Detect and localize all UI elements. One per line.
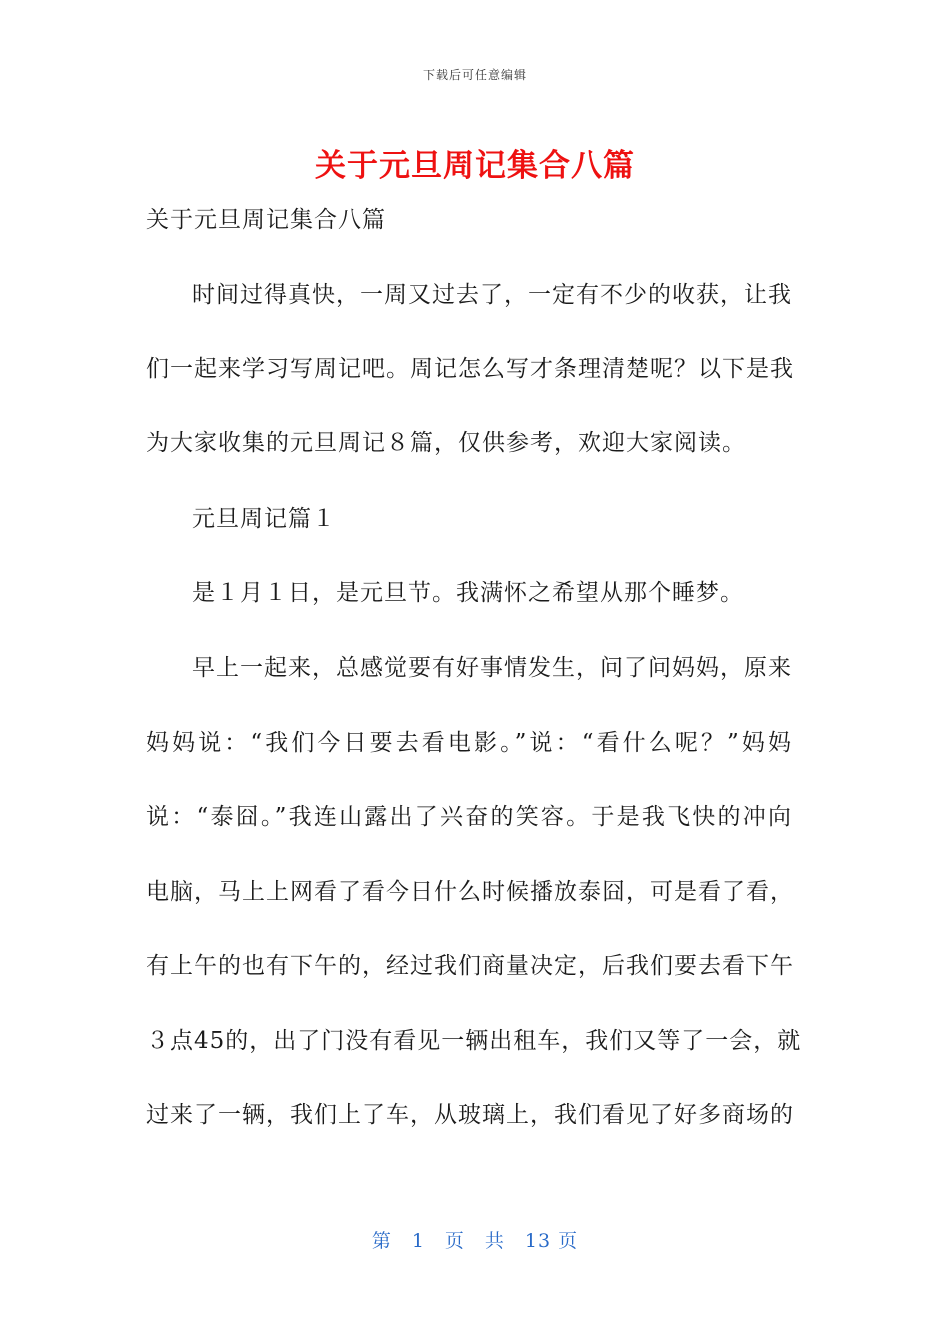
- body-line: 们一起来学习写周记吧。周记怎么写才条理清楚呢？以下是我: [146, 356, 794, 382]
- body-line: 有上午的也有下午的，经过我们商量决定，后我们要去看下午: [146, 953, 794, 979]
- body-line-subtitle: 关于元旦周记集合八篇: [146, 207, 386, 233]
- document-title: 关于元旦周记集合八篇: [315, 148, 635, 184]
- section-heading: 元旦周记篇１: [192, 506, 336, 532]
- body-line: 妈妈说：“我们今日要去看电影。”说：“看什么呢？”妈妈: [146, 730, 792, 756]
- body-line: 过来了一辆，我们上了车，从玻璃上，我们看见了好多商场的: [146, 1102, 794, 1128]
- body-line: 电脑，马上上网看了看今日什么时候播放泰囧，可是看了看，: [146, 879, 794, 905]
- body-line: ３点45的，出了门没有看见一辆出租车，我们又等了一会，就: [146, 1028, 802, 1054]
- body-line: 说：“泰囧。”我连山露出了兴奋的笑容。于是我飞快的冲向: [146, 804, 792, 830]
- body-line: 早上一起来，总感觉要有好事情发生，问了问妈妈，原来: [192, 655, 792, 681]
- body-line: 时间过得真快，一周又过去了，一定有不少的收获，让我: [192, 282, 792, 308]
- header-note: 下载后可任意编辑: [422, 68, 527, 82]
- page-number-footer: 第 1 页 共 13 页: [371, 1230, 579, 1252]
- body-line: 是１月１日，是元旦节。我满怀之希望从那个睡梦。: [192, 580, 744, 606]
- body-line: 为大家收集的元旦周记８篇，仅供参考，欢迎大家阅读。: [146, 430, 746, 456]
